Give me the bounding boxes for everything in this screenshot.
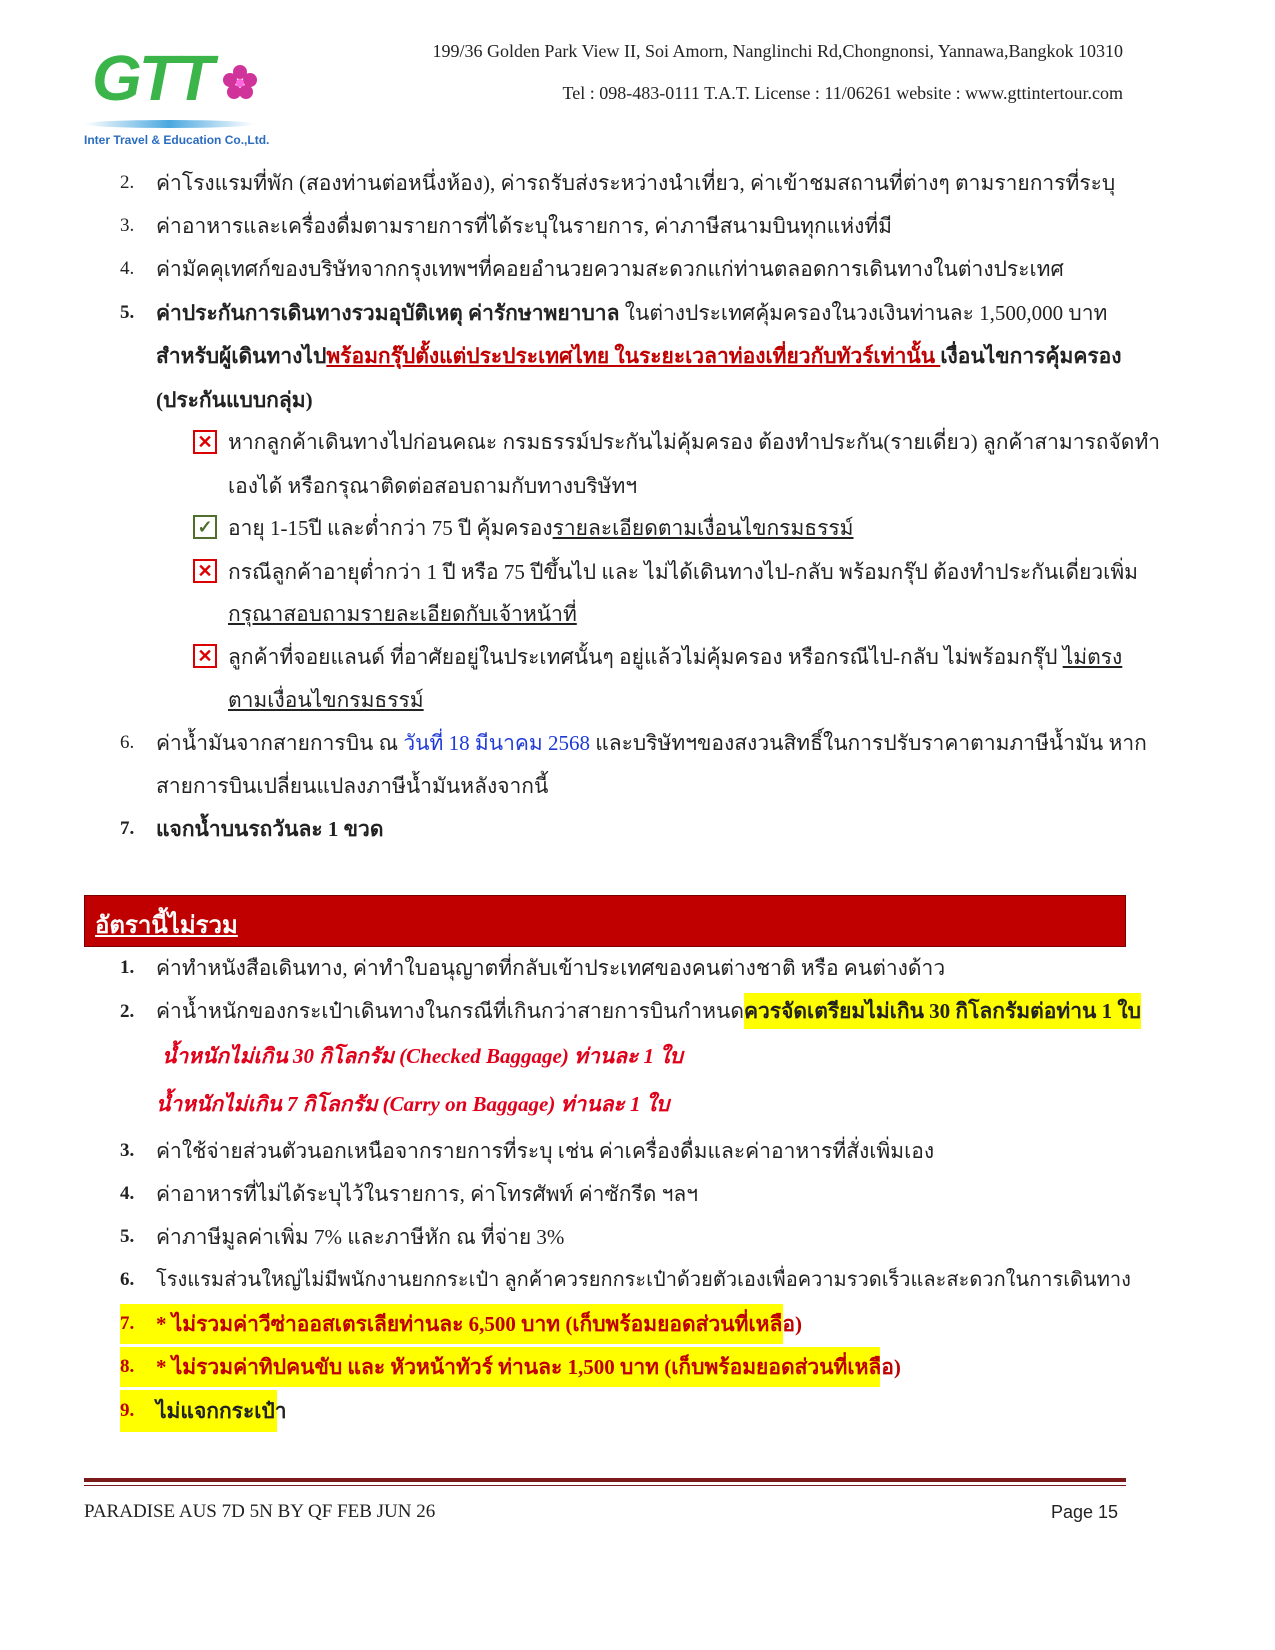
item-number: 3. bbox=[120, 215, 135, 236]
item-number: 6. bbox=[120, 1269, 135, 1290]
note-3-line2: กรุณาสอบถามรายละเอียดกับเจ้าหน้าที่ bbox=[228, 602, 577, 626]
item-number: 1. bbox=[120, 957, 135, 978]
footer-divider-thin bbox=[84, 1485, 1126, 1486]
item-number: 2. bbox=[120, 172, 135, 193]
item-number: 3. bbox=[120, 1140, 135, 1161]
excluded-item-4: ค่าอาหารที่ไม่ได้ระบุไว้ในรายการ, ค่าโทรศัพท์ ค่าซักรีด ฯลฯ bbox=[156, 1182, 699, 1206]
excluded-item-6: โรงแรมส่วนใหญ่ไม่มีพนักงานยกกระเป๋า ลูกค้าควรยกกระเป๋าด้วยตัวเองเพื่อความรวดเร็วและสะดวกในการเดินทาง bbox=[156, 1269, 1131, 1291]
excluded-item-7: * ไม่รวมค่าวีซ่าออสเตรเลียท่านละ 6,500 บาท (เก็บพร้อมยอดส่วนที่เหลือ) bbox=[156, 1312, 802, 1336]
baggage-highlight: ควรจัดเตรียมไม่เกิน 30 กิโลกรัมต่อท่าน 1 ใบ bbox=[744, 993, 1141, 1029]
checked-baggage: น้ำหนักไม่เกิน 30 กิโลกรัม (Checked Baggage) ท่านละ 1 ใบ bbox=[162, 1044, 683, 1068]
footer-divider bbox=[84, 1478, 1126, 1482]
excluded-item-3: ค่าใช้จ่ายส่วนตัวนอกเหนือจากรายการที่ระบุ เช่น ค่าเครื่องดื่มและค่าอาหารที่สั่งเพิ่มเอง bbox=[156, 1139, 935, 1163]
included-item-4: ค่ามัคคุเทศก์ของบริษัทจากกรุงเทพฯที่คอยอำนวยความสะดวกแก่ท่านตลอดการเดินทางในต่างประเทศ bbox=[156, 257, 1064, 281]
item-number: 2. bbox=[120, 1001, 135, 1022]
excluded-item-8: * ไม่รวมค่าทิปคนขับ และ หัวหน้าทัวร์ ท่านละ 1,500 บาท (เก็บพร้อมยอดส่วนที่เหลือ) bbox=[156, 1355, 901, 1379]
insurance-coverage: ในต่างประเทศคุ้มครองในวงเงินท่านละ 1,500,000 บาท bbox=[619, 301, 1108, 325]
included-item-7: แจกน้ำบนรถวันละ 1 ขวด bbox=[156, 817, 384, 841]
note-2 bbox=[228, 513, 854, 543]
included-item-3: ค่าอาหารและเครื่องดื่มตามรายการที่ได้ระบุในรายการ, ค่าภาษีสนามบินทุกแห่งที่มี bbox=[156, 214, 893, 238]
insurance-condition-red: พร้อมกรุ๊ปตั้งแต่ประประเทศไทย ในระยะเวลาท่องเที่ยวกับทัวร์เท่านั้น bbox=[326, 344, 941, 368]
insurance-conditions-label: เงื่อนไขการคุ้มครอง bbox=[940, 344, 1122, 368]
company-contact: Tel : 098-483-0111 T.A.T. License : 11/06261 website : www.gttintertour.com bbox=[562, 83, 1123, 103]
fuel-text: ค่าน้ำมันจากสายการบิน ณ bbox=[156, 731, 404, 755]
note-1: หากลูกค้าเดินทางไปก่อนคณะ กรมธรรม์ประกันไม่คุ้มครอง ต้องทำประกัน(รายเดี่ยว) ลูกค้าสามารถจัดทำ bbox=[228, 430, 1161, 454]
item-number: 4. bbox=[120, 258, 135, 279]
cross-box-icon: ✕ bbox=[193, 430, 217, 454]
excluded-section-header bbox=[84, 895, 1126, 947]
logo-text: GTT bbox=[92, 42, 211, 114]
cross-box-icon: ✕ bbox=[193, 644, 217, 668]
insurance-title: ค่าประกันการเดินทางรวมอุบัติเหตุ ค่ารักษาพยาบาล bbox=[156, 301, 620, 325]
company-address: 199/36 Golden Park View II, Soi Amorn, Nanglinchi Rd,Chongnonsi, Yannawa,Bangkok 10310 bbox=[432, 41, 1123, 61]
flower-icon bbox=[220, 62, 260, 102]
note-2-link: รายละเอียดตามเงื่อนไขกรมธรรม์ bbox=[552, 516, 854, 540]
included-item-5 bbox=[156, 298, 1107, 328]
item-number: 5. bbox=[120, 302, 135, 323]
item-number: 6. bbox=[120, 732, 135, 753]
fuel-date: วันที่ 18 มีนาคม 2568 bbox=[403, 731, 590, 755]
fuel-text-2: และบริษัทฯของสงวนสิทธิ์ในการปรับราคาตามภาษีน้ำมัน หาก bbox=[590, 731, 1147, 755]
excluded-title: อัตรานี้ไม่รวม bbox=[95, 913, 238, 939]
item-number: 4. bbox=[120, 1183, 135, 1204]
insurance-for: สำหรับผู้เดินทางไป bbox=[156, 344, 327, 368]
note-1-line2: เองได้ หรือกรุณาติดต่อสอบถามกับทางบริษัทฯ bbox=[228, 474, 638, 498]
excluded-item-9: ไม่แจกกระเป๋า bbox=[156, 1399, 287, 1423]
company-logo bbox=[84, 40, 270, 152]
baggage-text: ค่าน้ำหนักของกระเป๋าเดินทางในกรณีที่เกินกว่าสายการบินกำหนด bbox=[156, 999, 744, 1023]
item-number: 7. bbox=[120, 1313, 135, 1334]
excluded-item-2 bbox=[156, 990, 1141, 1032]
check-box-icon: ✓ bbox=[193, 515, 217, 539]
item-number: 8. bbox=[120, 1356, 135, 1377]
excluded-item-1: ค่าทำหนังสือเดินทาง, ค่าทำใบอนุญาตที่กลับเข้าประเทศของคนต่างชาติ หรือ คนต่างด้าว bbox=[156, 956, 946, 980]
cross-box-icon: ✕ bbox=[193, 559, 217, 583]
item-number: 5. bbox=[120, 1226, 135, 1247]
item-number: 7. bbox=[120, 818, 135, 839]
note-4 bbox=[228, 642, 1122, 672]
wave-graphic bbox=[84, 120, 254, 128]
footer-page-number: Page 15 bbox=[1050, 1502, 1118, 1522]
note-2-text: อายุ 1-15ปี และต่ำกว่า 75 ปี คุ้มครอง bbox=[228, 516, 553, 540]
carry-on-baggage: น้ำหนักไม่เกิน 7 กิโลกรัม (Carry on Baggage) ท่านละ 1 ใบ bbox=[156, 1092, 670, 1116]
excluded-item-5: ค่าภาษีมูลค่าเพิ่ม 7% และภาษีหัก ณ ที่จ่าย 3% bbox=[156, 1225, 565, 1249]
included-item-6 bbox=[156, 728, 1147, 758]
note-3: กรณีลูกค้าอายุต่ำกว่า 1 ปี หรือ 75 ปีขึ้นไป และ ไม่ได้เดินทางไป-กลับ พร้อมกรุ๊ป ต้องทำประกันเดี่ยวเพิ่ม bbox=[228, 560, 1139, 584]
included-item-6-line2: สายการบินเปลี่ยนแปลงภาษีน้ำมันหลังจากนี้ bbox=[156, 774, 549, 798]
included-item-5-line2 bbox=[156, 341, 1122, 371]
note-4-text: ลูกค้าที่จอยแลนด์ ที่อาศัยอยู่ในประเทศนั้นๆ อยู่แล้วไม่คุ้มครอง หรือกรณีไป-กลับ ไม่พร้อมกรุ๊ป bbox=[228, 645, 1063, 669]
item-number: 9. bbox=[120, 1400, 135, 1421]
included-item-2: ค่าโรงแรมที่พัก (สองท่านต่อหนึ่งห้อง), ค่ารถรับส่งระหว่างนำเที่ยว, ค่าเข้าชมสถานที่ต่างๆ ตามรายการที่ระบุ bbox=[156, 171, 1116, 195]
footer-tour-code: PARADISE AUS 7D 5N BY QF FEB JUN 26 bbox=[84, 1501, 436, 1522]
note-4-line2: ตามเงื่อนไขกรมธรรม์ bbox=[228, 688, 424, 712]
logo-subtitle: Inter Travel & Education Co.,Ltd. bbox=[84, 133, 270, 147]
note-4-underlined: ไม่ตรง bbox=[1062, 645, 1123, 669]
insurance-group: (ประกันแบบกลุ่ม) bbox=[156, 388, 313, 412]
